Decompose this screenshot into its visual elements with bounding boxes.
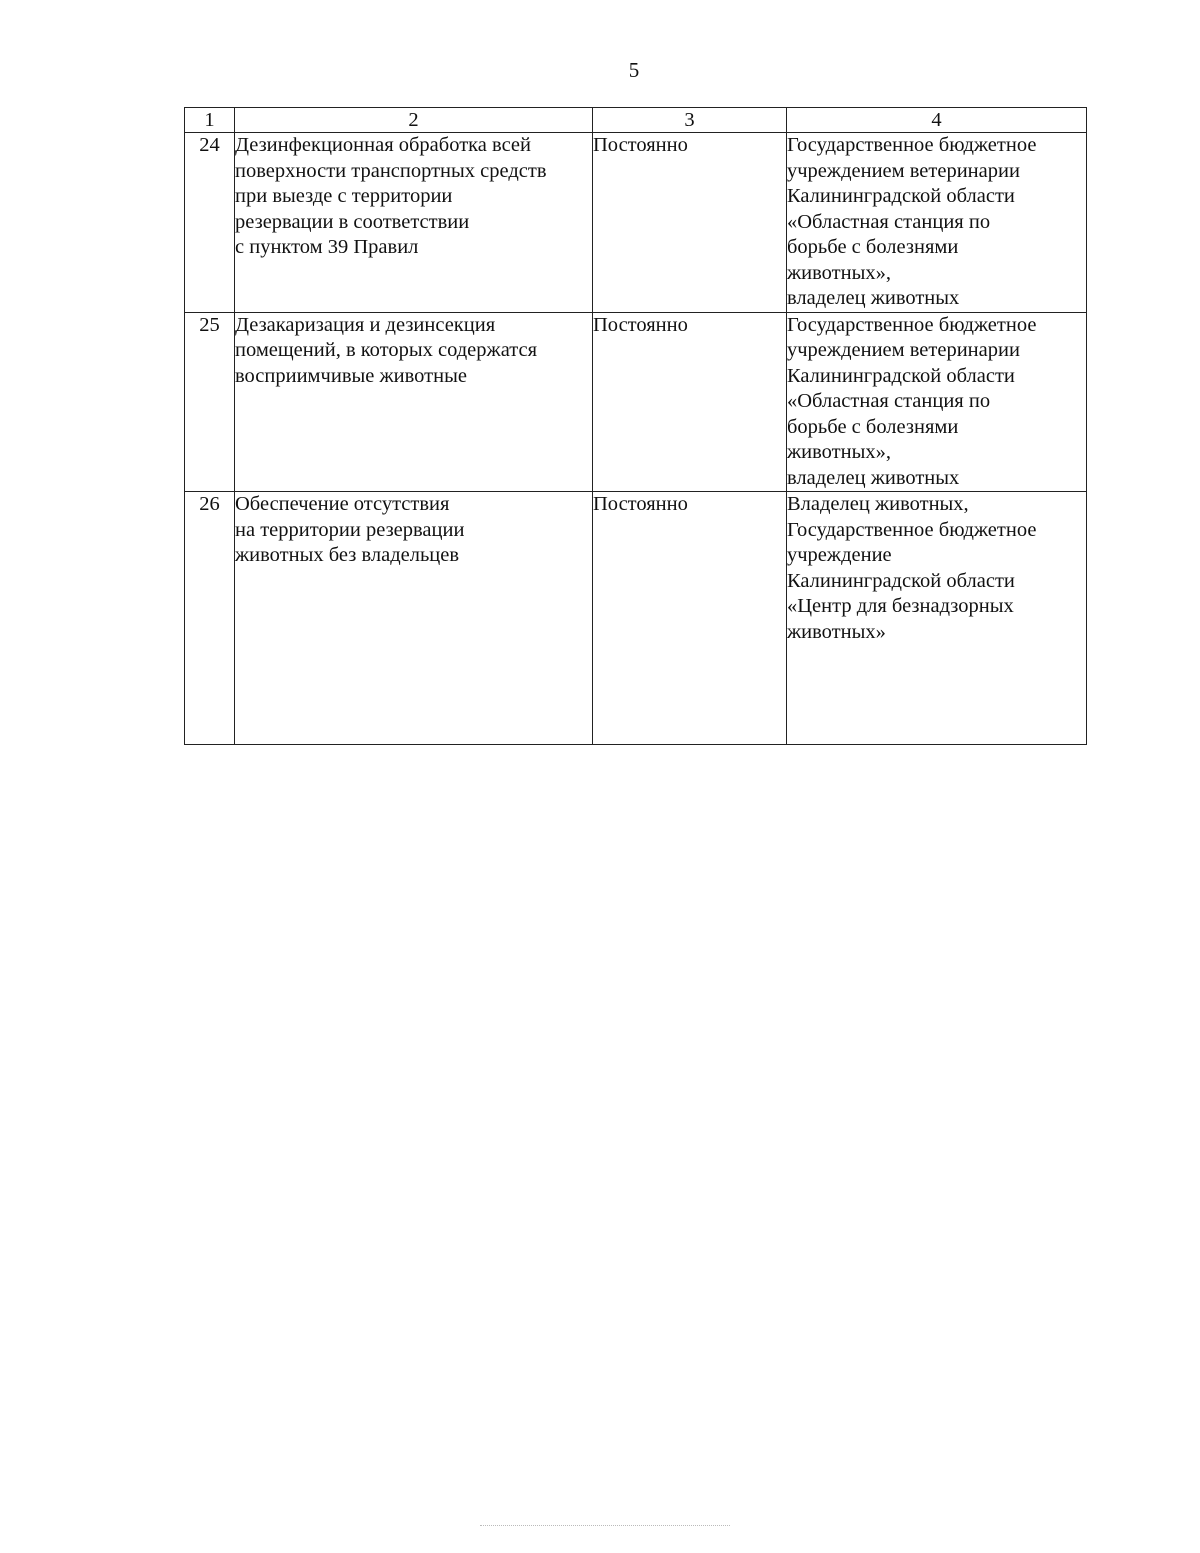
- responsible-line: борьбе с болезнями: [787, 236, 959, 258]
- responsible-cell: [787, 133, 1087, 313]
- responsible-cell: [787, 312, 1087, 492]
- responsible-line: «Областная станция по: [787, 390, 991, 412]
- scan-artifact: [480, 1525, 730, 1528]
- row-number: 26: [185, 492, 235, 745]
- responsible-line: животных»,: [787, 261, 891, 284]
- measure-line: Дезакаризация и дезинсекция: [235, 313, 496, 336]
- table-header-row: [185, 108, 1087, 133]
- column-header-4: 4: [787, 108, 1087, 133]
- table-row: [185, 492, 1087, 745]
- measure-line: Обеспечение отсутствия: [235, 493, 450, 515]
- responsible-cell: [787, 492, 1087, 745]
- column-header-2: 2: [235, 108, 593, 133]
- measure-line: с пунктом 39 Правил: [235, 236, 419, 258]
- responsible-line: владелец животных: [787, 287, 960, 309]
- column-header-3: 3: [593, 108, 787, 133]
- term-cell: Постоянно: [593, 133, 787, 313]
- measure-line: поверхности транспортных средств: [235, 159, 547, 182]
- measures-table: [184, 107, 1087, 745]
- row-number: 24: [185, 133, 235, 313]
- responsible-line: учреждение: [787, 544, 892, 566]
- responsible-line: животных»: [787, 620, 886, 643]
- responsible-line: Государственное бюджетное: [787, 518, 1037, 541]
- measure-line: животных без владельцев: [235, 544, 460, 566]
- measure-line: при выезде с территории: [235, 185, 453, 207]
- responsible-line: Калининградской области: [787, 185, 1015, 207]
- responsible-line: животных»,: [787, 441, 891, 463]
- term-cell: Постоянно: [593, 492, 787, 745]
- responsible-line: Владелец животных,: [787, 493, 969, 515]
- responsible-line: владелец животных: [787, 466, 960, 489]
- responsible-line: учреждением ветеринарии: [787, 339, 1020, 361]
- responsible-line: Государственное бюджетное: [787, 313, 1037, 336]
- responsible-line: Государственное бюджетное: [787, 134, 1037, 156]
- responsible-line: учреждением ветеринарии: [787, 159, 1020, 182]
- measure-cell: [235, 133, 593, 313]
- measure-line: на территории резервации: [235, 518, 465, 541]
- measure-line: помещений, в которых содержатся: [235, 339, 537, 361]
- table-row: [185, 133, 1087, 313]
- measure-cell: [235, 312, 593, 492]
- responsible-line: «Областная станция по: [787, 210, 991, 233]
- responsible-line: Калининградской области: [787, 364, 1015, 387]
- page-number: 5: [628, 58, 640, 82]
- column-header-1: 1: [185, 108, 235, 133]
- table-row: [185, 312, 1087, 492]
- row-number: 25: [185, 312, 235, 492]
- responsible-line: Калининградской области: [787, 569, 1015, 592]
- responsible-line: борьбе с болезнями: [787, 415, 959, 438]
- measure-cell: [235, 492, 593, 745]
- term-cell: Постоянно: [593, 312, 787, 492]
- responsible-line: «Центр для безнадзорных: [787, 595, 1014, 617]
- measure-line: резервации в соответствии: [235, 210, 470, 233]
- measure-line: восприимчивые животные: [235, 364, 467, 387]
- measure-line: Дезинфекционная обработка всей: [235, 134, 531, 156]
